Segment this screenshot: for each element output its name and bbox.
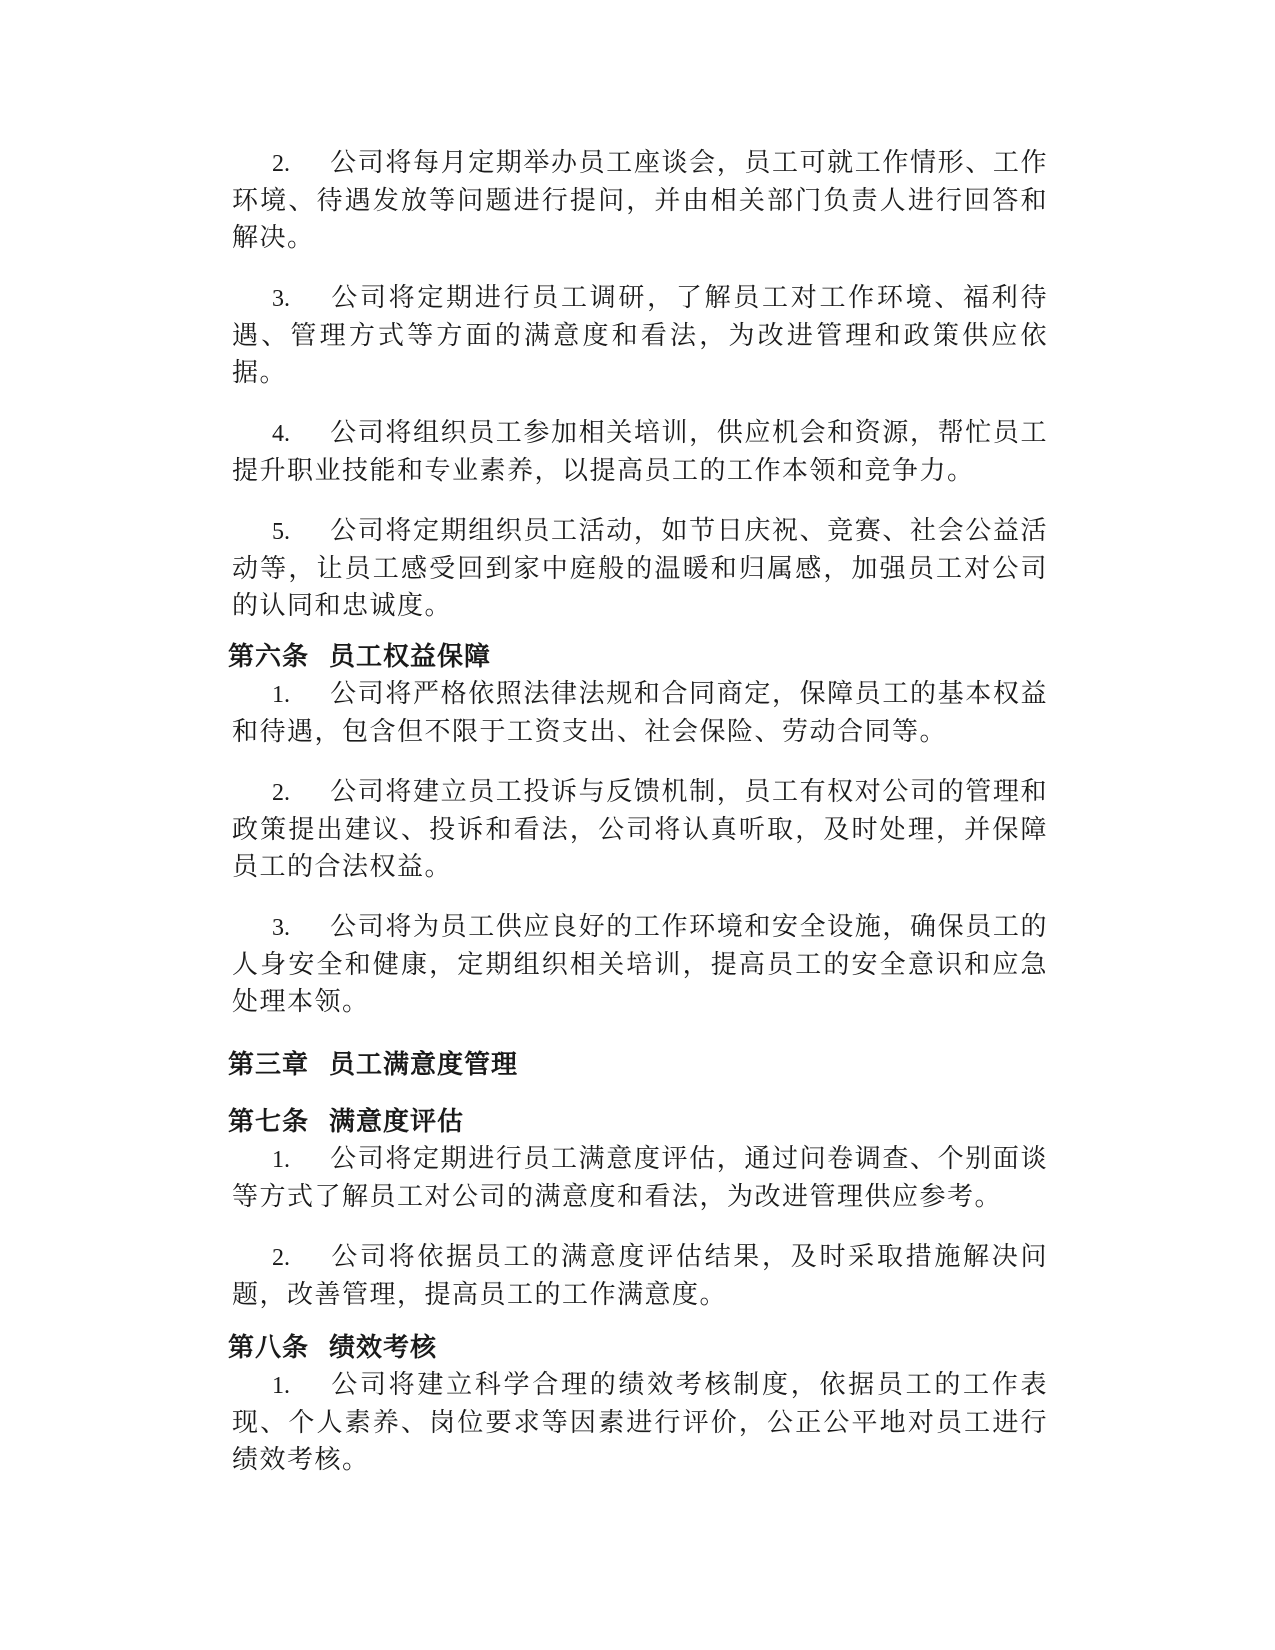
item-number: 3. [272, 286, 290, 312]
item-number: 3. [272, 915, 290, 941]
article-label: 第八条 [228, 1333, 310, 1363]
item-text: 公司将每月定期举办员工座谈会，员工可就工作情形、工作环境、待遇发放等问题进行提问，并由相关部门负责人进行回答和解决。 [232, 148, 1048, 253]
item-text: 公司将定期组织员工活动，如节日庆祝、竞赛、社会公益活动等，让员工感受回到家中庭般的温暖和归属感，加强员工对公司的认同和忠诚度。 [232, 516, 1048, 621]
article-heading [228, 1104, 1048, 1141]
list-item [228, 676, 1048, 751]
article-title: 绩效考核 [329, 1333, 438, 1363]
item-number: 2. [272, 151, 290, 177]
article-heading [228, 1330, 1048, 1367]
item-text: 公司将建立科学合理的绩效考核制度，依据员工的工作表现、个人素养、岗位要求等因素进行评价，公正公平地对员工进行绩效考核。 [232, 1370, 1048, 1475]
article-label: 第七条 [228, 1107, 310, 1137]
list-item [228, 415, 1048, 490]
article-heading [228, 639, 1048, 676]
chapter-title: 员工满意度管理 [329, 1050, 519, 1080]
item-text: 公司将建立员工投诉与反馈机制，员工有权对公司的管理和政策提出建议、投诉和看法，公司将认真听取，及时处理，并保障员工的合法权益。 [232, 777, 1048, 882]
item-number: 1. [272, 1373, 290, 1399]
list-item [228, 1239, 1048, 1314]
chapter-heading [228, 1047, 1048, 1084]
list-item [228, 774, 1048, 886]
item-number: 5. [272, 519, 290, 545]
article-title: 满意度评估 [329, 1107, 465, 1137]
article-title: 员工权益保障 [329, 642, 492, 672]
list-item [228, 280, 1048, 392]
list-item [228, 145, 1048, 257]
item-number: 1. [272, 682, 290, 708]
article-label: 第六条 [228, 642, 310, 672]
list-item [228, 1367, 1048, 1479]
item-text: 公司将依据员工的满意度评估结果，及时采取措施解决问题，改善管理，提高员工的工作满意度。 [232, 1242, 1048, 1310]
item-number: 2. [272, 780, 290, 806]
item-text: 公司将组织员工参加相关培训，供应机会和资源，帮忙员工提升职业技能和专业素养，以提高员工的工作本领和竞争力。 [232, 418, 1048, 486]
item-text: 公司将定期进行员工满意度评估，通过问卷调查、个别面谈等方式了解员工对公司的满意度和看法，为改进管理供应参考。 [232, 1144, 1048, 1212]
item-text: 公司将定期进行员工调研，了解员工对工作环境、福利待遇、管理方式等方面的满意度和看法，为改进管理和政策供应依据。 [232, 283, 1048, 388]
list-item [228, 513, 1048, 625]
item-number: 4. [272, 421, 290, 447]
item-number: 2. [272, 1245, 290, 1271]
list-item [228, 1141, 1048, 1216]
item-text: 公司将严格依照法律法规和合同商定，保障员工的基本权益和待遇，包含但不限于工资支出、社会保险、劳动合同等。 [232, 679, 1048, 747]
item-text: 公司将为员工供应良好的工作环境和安全设施，确保员工的人身安全和健康，定期组织相关培训，提高员工的安全意识和应急处理本领。 [232, 912, 1048, 1017]
document-page [228, 145, 1048, 1502]
list-item [228, 909, 1048, 1021]
chapter-label: 第三章 [228, 1050, 310, 1080]
item-number: 1. [272, 1147, 290, 1173]
